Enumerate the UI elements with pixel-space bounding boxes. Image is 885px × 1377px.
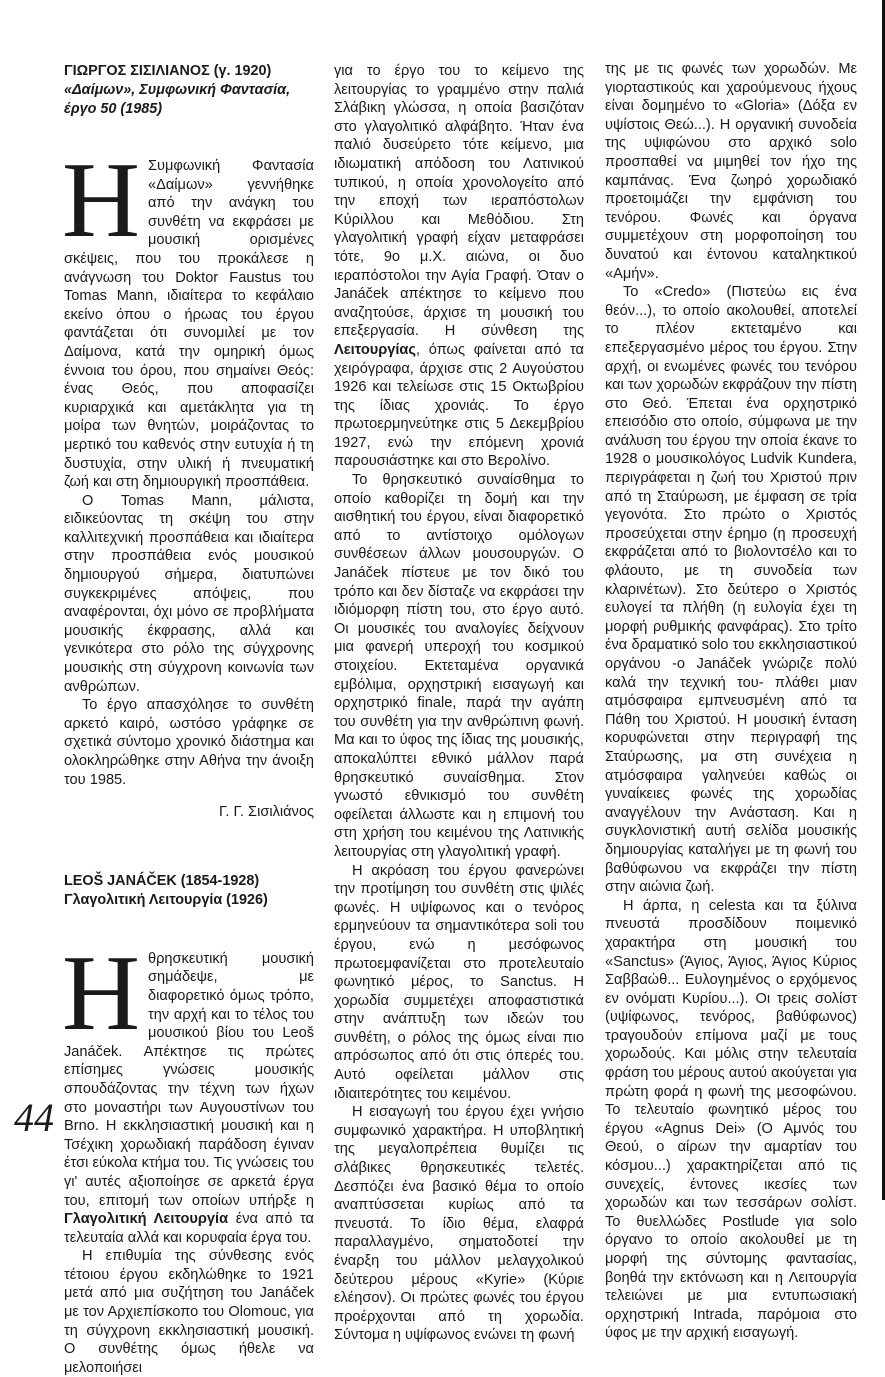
- article1-paragraph-3: Το έργο απασχόλησε το συνθέτη αρκετό καιρό, ωστόσο γράφηκε σε σχετικά σύντομο χρονικό διάστημα και ολοκληρώθηκε στην Αθήνα την άνοιξη του 1985.: [64, 697, 314, 788]
- article2-paragraph-2: Η επιθυμία της σύνθεσης ενός τέτοιου έργου εκδηλώθηκε το 1921 μετά από μια συζήτηση του Janáček με τον Αρχιεπίσκοπο του Olomouc, για τη σύγχρονη εκκλησιαστική μουσική. Ο συνθέτης όμως ήθελε να μελοποιήσει: [64, 1248, 314, 1376]
- article2-paragraph-3: Το θρησκευτικό συναίσθημα το οποίο καθορίζει τη δομή και την αισθητική του έργου, είναι διαφορετικό από το αντίστοιχο ομόλογων συνθέσεων άλλων μουσουργών. Ο Janáček πίστευε με τον δικό του τρόπο και δεν δίσταζε να εκφράσει την ιδιόμορφη πίστη του, στο έργο αυτό. Οι μουσικές του αναλογίες δείχνουν μια φανερή υπεροχή του κοσμικού στοιχείου. Εκτεταμένα οργανικά εμβόλιμα, ορχηστρική εισαγωγή και ορχηστρικό finale, παρά την αγάπη του συνθέτη για την ανθρώπινη φωνή. Μα και το ύφος της ίδιας της μουσικής, αποκαλύπτει εθνικό μάλλον παρά θρησκευτικό συναίσθημα. Στον γνωστό εθνικισμό του συνθέτη οφείλεται άλλωστε και η επιμονή του στη χρήση του κειμένου της Λατινικής λειτουργίας στη γλαγολιτική γραφή.: [334, 472, 584, 860]
- column-left: [64, 62, 314, 1377]
- article2-paragraph-5: Η εισαγωγή του έργου έχει γνήσιο συμφωνικό χαρακτήρα. Η υποβλητική της μεγαλοπρέπεια θυμίζει τις σλάβικες θρησκευτικές τελετές. Δεσπόζει ένα βασικό θέμα το οποίο αναπτύσσεται κυρίως από τα πνευστά. Το ίδιο θέμα, ελαφρά παραλλαγμένο, σηματοδοτεί την έναρξη του μάλλον μελαγχολικού δεύτερου μέρους «Kyrie» (Κύριε ελέησον). Οι πρώτες φωνές του έργου προέρχονται από τη χορωδία. Σύντομα η υψίφωνος ενώνει τη φωνή: [334, 1104, 584, 1344]
- article1-paragraph-1: Η Συμφωνική Φαντασία «Δαίμων» γεννήθηκε από την ανάγκη του συνθέτη να εκφράσει με μουσική ορισμένες σκέψεις, που του προκάλεσε η ανάγνωση του Doktor Faustus του Tomas Mann, ιδιαίτερα το κεφάλαιο εκείνο όπου ο ήρωας του έργου φαντάζεται ότι συνομιλεί με τον Δαίμονα, κατά την ομηρική όμως έννοια του όρου, που σημαίνει Θεός: ένας Θεός, που αποφασίζει κυριαρχικά και αμετάκλητα για τη μοίρα των θνητών, μοιράζοντας το μερτικό του καθενός στην ευτυχία ή τη δυστυχία, στην υλική ή πνευματική ζωή και στη δημιουργική προσπάθεια.: [62, 141, 314, 491]
- article1-signature: Γ. Γ. Σισιλιάνος: [218, 804, 314, 821]
- article2-composer: LEOŠ JANÁČEK (1854-1928): [64, 872, 260, 889]
- article1-composer: ΓΙΩΡΓΟΣ ΣΙΣΙΛΙΑΝΟΣ (γ. 1920): [64, 63, 272, 79]
- article2-paragraph-1: Ηθρησκευτική μουσική σημάδεψε, με διαφορετικό όμως τρόπο, την αρχή και το τέλος του μουσικού βίου του Leoš Janáček. Απέκτησε τις πρώτες επίσημες γνώσεις μουσικής σπουδάζοντας την τέχνη των ήχων στο μοναστήρι των Αυγουστίνων του Brno. Η εκκλησιαστική μουσική και η Τσέχικη χορωδιακή παράδοση έγιναν έτσι εύκολα κτήμα του. Τις γνώσεις του γι' αυτές αξιοποίησε σε αρκετά έργα του, επιτομή των οποίων υπήρξε η Γλαγολιτική Λειτουργία ένα από τα τελευταία αλλά και κορυφαία έργα του.: [62, 933, 314, 1246]
- article2-dropcap: Η: [62, 933, 140, 1053]
- article2-paragraph-2-continued: για το έργο του το κείμενο της λειτουργίας το γραμμένο στην παλιά Σλάβικη γλώσσα, η οποία βασιζόταν στο γλαγολιτικό αλφάβητο. Ήταν ένα παλιό δυσεύρετο τότε κείμενο, μια ιδιωματική απόδοση του Λατινικού τυπικού, η οποία χρονολογείτο από την εποχή των ιεραπόστολων Κύριλλου και Μεθόδιου. Στη γλαγολιτική γραφή είχαν μεταφράσει τότε, 9ο μ.Χ. αιώνα, οι δυο ιεραπόστολοι την Αγία Γραφή. Όταν ο Janáček απέκτησε το κείμενο που αναζητούσε, άρχισε τη μουσική του επεξεργασία. Η σύνθεση της Λειτουργίας, όπως φαίνεται από τα χειρόγραφα, άρχισε στις 2 Αυγούστου 1926 και τελείωσε στις 15 Οκτωβρίου της ίδιας χρονιάς. Το έργο πρωτοερμηνεύτηκε στις 5 Δεκεμβρίου 1927, ενώ την επόμενη χρονιά παρουσιάστηκε και στο Βερολίνο.: [334, 63, 584, 470]
- column-right: [605, 60, 857, 1343]
- page-number: 44: [14, 1095, 54, 1140]
- article1-opus: έργο 50 (1985): [64, 101, 162, 117]
- article1-work-title: «Δαίμων», Συμφωνική Φαντασία,: [64, 82, 291, 98]
- article2-work-title: Γλαγολιτική Λειτουργία (1926): [64, 891, 268, 908]
- article2-heading: [64, 872, 314, 910]
- article2-paragraph-5-continued: της με τις φωνές των χορωδών. Με γιορταστικούς και χαρούμενους ήχους είναι δομημένο το «Gloria» (Δόξα εν υψίστοις Θεώ...). Η οργανική συνοδεία της υψιφώνου στο αρχικό solo προσπαθεί να μιμηθεί τον ήχο της καμπάνας. Ένα ζωηρό χορωδιακό προετοιμάζει την εμφάνιση του τενόρου. Φωνές και όργανα συμμετέχουν στη μορφοποίηση του δυνατού και έντονου καταληκτικού «Αμήν».: [605, 61, 857, 282]
- column-middle: [334, 62, 584, 1345]
- article2-liturgy-bold: Λειτουργίας: [334, 341, 416, 358]
- article1-heading: [64, 62, 314, 119]
- article1-dropcap: Η: [62, 141, 140, 260]
- article2-work-bold: Γλαγολιτική Λειτουργία: [64, 1211, 229, 1228]
- article2-paragraph-6: Το «Credo» (Πιστεύω εις ένα θεόν...), το οποίο ακολουθεί, αποτελεί το πλέον εκτεταμένο και επεξεργασμένο μέρος του έργου. Στην αρχή, οι ενωμένες φωνές του τενόρου και των χορωδών εκφράζουν την πίστη στο Θεό. Έπεται ένα ορχηστρικό επεισόδιο στο οποίο, σύμφωνα με την ανάλυση του έργου την οποία έκανε το 1928 ο μουσικολόγος Ludvik Kundera, περιγράφεται η ζωή του Χριστού πριν από τη Σταύρωση, με έμφαση σε τρία γεγονότα. Στο πρώτο ο Χριστός προσεύχεται στην έρημο (η προσευχή εκφράζεται από το βιολοντσέλο και το φλάουτο, με τη συνοδεία των κλαρινέτων). Στο δεύτερο ο Χριστός ευλογεί τα πλήθη (η ευλογία έχει τη μορφή ρυθμικής φανφάρας). Στο τρίτο ένα δραματικό solo του εκκλησιαστικού οργάνου -ο Janáček γνώριζε πολύ καλά την τεχνική του- πλάθει μιαν ατμόσφαιρα εμπνευσμένη από τα Πάθη του Χριστού. Η μουσική ένταση κορυφώνεται στην περιγραφή της Σταύρωσης, μα στη συνέχεια η ατμόσφαιρα γαληνεύει καθώς οι γυναίκειες φωνές της χορωδίας αναγγέλουν την Ανάσταση. Και η συγκλονιστική αυτή σελίδα μουσικής δημιουργίας καταλήγει με τη φωνή του βαθύφωνου να εκφράζει την πίστη στην αιώνια ζωή.: [605, 284, 857, 896]
- article2-paragraph-4: Η ακρόαση του έργου φανερώνει την προτίμηση του συνθέτη στις ψιλές φωνές. Η υψίφωνος και ο τενόρος ερμηνεύουν τα σημαντικότερα soli του έργου, ενώ η μεσόφωνος πρωτοεμφανίζεται στο προτελευταίο φωνητικό μέρος, το Sanctus. Η χορωδία συμμετέχει αποφαστιστικά στην ανάπτυξη των ιδεών του συνθέτη, ο ρόλος της όμως είναι πιο απρόσωπος από ότι στις όπερές του. Αυτό οφείλεται μάλλον στις ιδιαιτερότητες του κειμένου.: [334, 862, 584, 1102]
- article2-paragraph-7: Η άρπα, η celesta και τα ξύλινα πνευστά προσδίδουν ποιμενικό χαρακτήρα στη μουσική του «Sanctus» (Άγιος, Άγιος, Άγιος Κύριος Σαββαώθ... Ευλογημένος ο ερχόμενος εν ονόματι Κυρίου...). Οι τρεις σολίστ (υψίφωνος, τενόρος, βαθύφωνος) τραγουδούν επίμονα μαζί με τους χορωδούς. Και μόλις στην τελευταία φράση του μέρους αυτού ακούγεται για πρώτη φορά η φωνή της μεσοφώνου. Το τελευταίο φωνητικό μέρος του έργου «Agnus Dei» (Ο Αμνός του Θεού, ο αίρων την αμαρτίαν του κόσμου...) χαρακτηρίζεται από τις συνεχείς, έντονες ικεσίες των χορωδών και των τεσσάρων σολίστ. Το θυελλώδες Postlude για solo όργανο το οποίο ακολουθεί με τη μορφή της σύντομης φαντασίας, βοηθά την εκτόνωση και η Λειτουργία τελειώνει με μια εντυπωσιακή ορχηστρική Intrada, παρόμοια στο ύφος με την αρχική εισαγωγή.: [605, 897, 857, 1342]
- article1-paragraph-2: Ο Tomas Mann, μάλιστα, ειδικεύοντας τη σκέψη του στην καλλιτεχνική προσπάθεια και ιδιαίτερα στην προσπάθεια ενός μουσικού δημιουργού σήμερα, διατυπώνει συγκεκριμένες απόψεις, που αναφέρονται, όχι μόνο σε προβλήματα μουσικής έκφρασης, αλλά και γενικότερα στο ρόλο της σύγχρονης μουσικής στη σύγχρονη κοινωνία των ανθρώπων.: [64, 492, 314, 695]
